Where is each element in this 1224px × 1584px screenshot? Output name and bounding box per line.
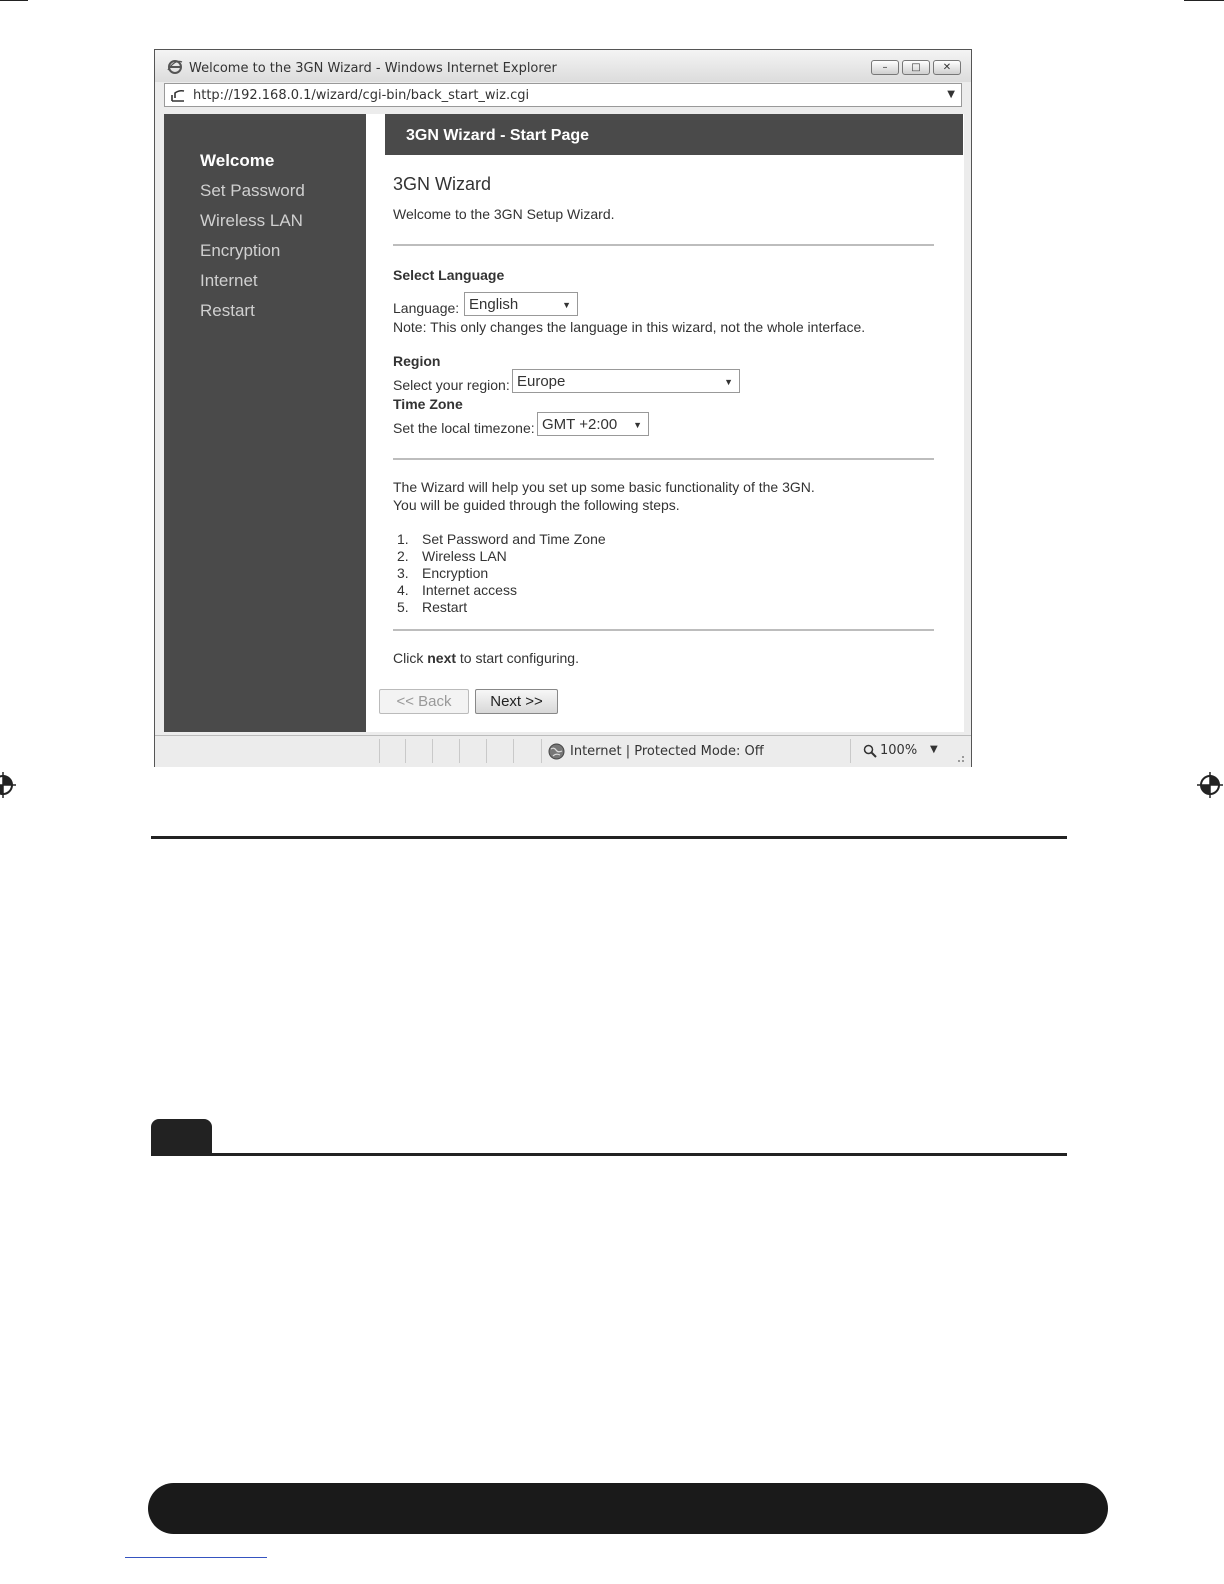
status-divider: [432, 739, 433, 763]
back-button[interactable]: << Back: [379, 689, 469, 714]
step-number: 3.: [397, 565, 409, 581]
status-bar: [155, 735, 971, 767]
title-bar[interactable]: [155, 50, 971, 82]
page-viewport: [164, 114, 964, 732]
url-text: http://192.168.0.1/wizard/cgi-bin/back_start_wiz.cgi: [193, 88, 530, 103]
page-header-title: 3GN Wizard - Start Page: [406, 127, 590, 144]
instruction-keyword: next: [427, 650, 457, 666]
section-rule: [151, 1153, 1067, 1156]
browser-window: [154, 49, 972, 767]
chevron-down-icon: ▼: [724, 377, 733, 387]
step-text: Internet access: [422, 582, 517, 598]
address-dropdown-icon[interactable]: ▼: [947, 89, 955, 100]
minimize-button[interactable]: –: [871, 60, 899, 75]
timezone-label: Set the local timezone:: [393, 420, 535, 436]
globe-icon: [548, 743, 565, 760]
step-number: 4.: [397, 582, 409, 598]
timezone-select[interactable]: [537, 412, 649, 436]
page-subtitle: Welcome to the 3GN Setup Wizard.: [393, 206, 615, 222]
zoom-dropdown-icon[interactable]: ▼: [930, 744, 938, 755]
timezone-select-value: GMT +2:00: [542, 416, 618, 433]
footer-link-underline: [125, 1557, 267, 1558]
zoom-level[interactable]: 100%: [880, 743, 918, 758]
status-divider: [513, 739, 514, 763]
resize-grip-icon[interactable]: [953, 751, 965, 763]
divider: [393, 244, 934, 246]
click-next-instruction: [393, 650, 579, 666]
maximize-button[interactable]: □: [902, 60, 930, 75]
sidebar-item-set-password[interactable]: Set Password: [200, 181, 305, 200]
status-divider: [541, 739, 542, 763]
next-button[interactable]: Next >>: [475, 689, 558, 714]
language-label: Language:: [393, 300, 460, 316]
section-tab: [151, 1119, 212, 1156]
intro-line-1: The Wizard will help you set up some basic functionality of the 3GN.: [393, 479, 815, 495]
registration-mark-left-icon: [0, 772, 16, 798]
divider: [393, 458, 934, 460]
footer-bar: [148, 1483, 1108, 1534]
step-text: Set Password and Time Zone: [422, 531, 606, 547]
wizard-sidebar: [164, 114, 366, 732]
chevron-down-icon: ▼: [562, 300, 571, 310]
window-controls: [871, 60, 961, 75]
page-icon: [170, 87, 186, 103]
region-select[interactable]: [512, 369, 740, 393]
step-text: Encryption: [422, 565, 489, 581]
region-label: Select your region:: [393, 377, 510, 393]
language-select-value: English: [469, 296, 519, 313]
step-number: 2.: [397, 548, 409, 564]
language-select[interactable]: [464, 292, 578, 316]
section-rule: [151, 836, 1067, 839]
instruction-suffix: to start configuring.: [456, 650, 579, 666]
internet-explorer-icon: [167, 59, 183, 75]
region-select-value: Europe: [517, 373, 566, 390]
close-button[interactable]: ✕: [933, 60, 961, 75]
registration-mark-right-icon: [1197, 772, 1223, 798]
language-note: Note: This only changes the language in this wizard, not the whole interface.: [393, 319, 866, 335]
wizard-content: [366, 114, 964, 732]
step-number: 1.: [397, 531, 409, 547]
intro-line-2: You will be guided through the following steps.: [393, 497, 680, 513]
timezone-heading: Time Zone: [393, 396, 463, 412]
step-text: Restart: [422, 599, 468, 615]
status-divider: [459, 739, 460, 763]
step-text: Wireless LAN: [422, 548, 507, 564]
crop-mark-top-right: [1184, 0, 1224, 1]
step-number: 5.: [397, 599, 409, 615]
status-divider: [850, 739, 851, 763]
status-divider: [379, 739, 380, 763]
window-title: Welcome to the 3GN Wizard - Windows Internet Explorer: [189, 61, 557, 76]
address-bar[interactable]: [164, 83, 962, 107]
language-heading: Select Language: [393, 267, 505, 283]
page-header: [385, 114, 963, 155]
status-divider: [486, 739, 487, 763]
zoom-icon: [863, 744, 877, 758]
chevron-down-icon: ▼: [633, 420, 642, 430]
sidebar-item-welcome[interactable]: Welcome: [200, 151, 275, 170]
sidebar-item-restart[interactable]: Restart: [200, 301, 255, 320]
crop-mark-top-left: [0, 0, 28, 1]
sidebar-item-encryption[interactable]: Encryption: [200, 241, 281, 260]
region-heading: Region: [393, 353, 441, 369]
sidebar-item-internet[interactable]: Internet: [200, 271, 258, 290]
security-zone-text[interactable]: Internet | Protected Mode: Off: [570, 744, 764, 759]
status-divider: [405, 739, 406, 763]
page-title: 3GN Wizard: [393, 174, 492, 194]
sidebar-item-wireless-lan[interactable]: Wireless LAN: [200, 211, 303, 230]
instruction-prefix: Click: [393, 650, 428, 666]
divider: [393, 629, 934, 631]
